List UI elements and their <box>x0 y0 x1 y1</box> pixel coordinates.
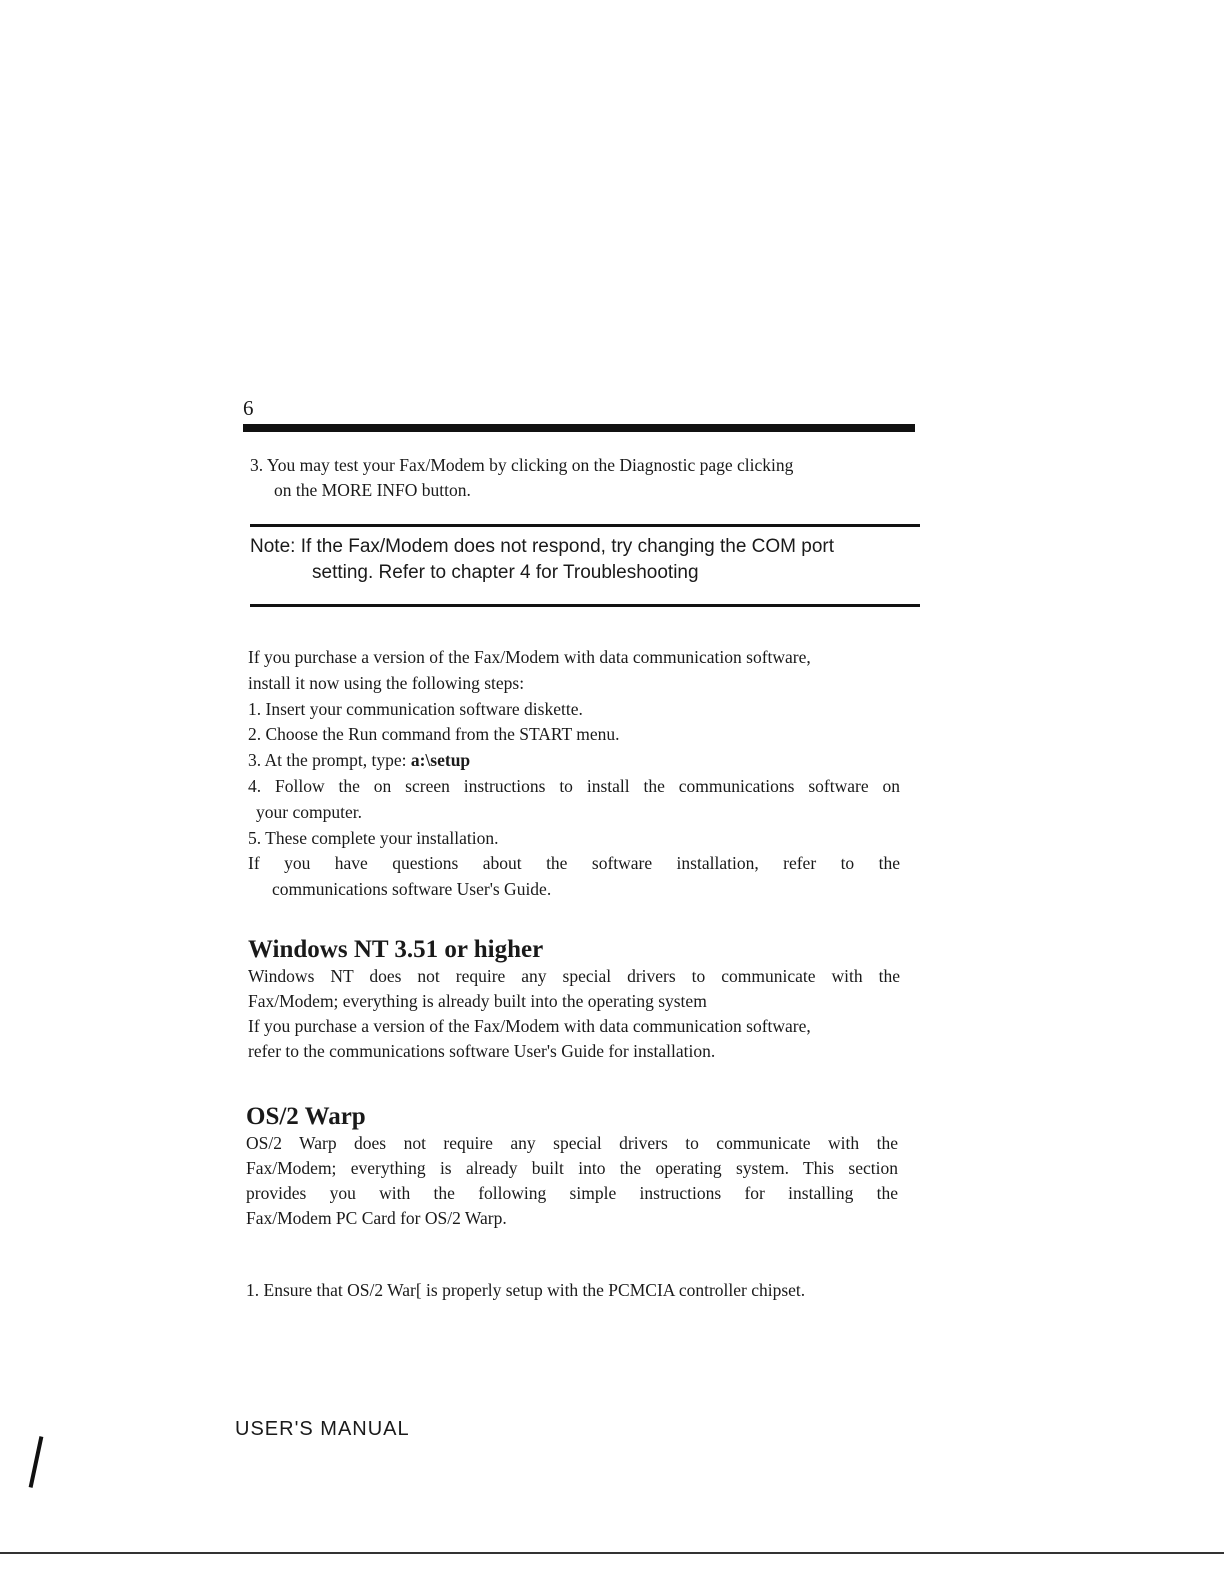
windows-nt-heading: Windows NT 3.51 or higher <box>248 936 544 963</box>
os2-step-1 <box>246 1278 906 1303</box>
os2-line-2: Fax/Modem; everything is already built into the operating system. This section <box>246 1158 898 1178</box>
install-step-4-line-1: 4. Follow the on screen instructions to install the communications software on <box>248 775 900 796</box>
note-line-1: Note: If the Fax/Modem does not respond, try changing the COM port <box>250 536 835 557</box>
install-step-3 <box>248 748 900 774</box>
footer-title: USER'S MANUAL <box>235 1418 410 1440</box>
windows-nt-line-2: Fax/Modem; everything is already built into the operating system <box>248 991 707 1011</box>
header-rule <box>243 424 915 432</box>
windows-nt-section <box>248 936 900 1064</box>
install-outro-1: If you have questions about the software installation, refer to the <box>248 853 900 874</box>
test-step-line-2: on the MORE INFO button. <box>274 480 471 500</box>
install-step-1: 1. Insert your communication software diskette. <box>248 698 583 719</box>
setup-command: a:\setup <box>410 750 471 771</box>
note-line-2: setting. Refer to chapter 4 for Troubleshooting <box>312 562 699 583</box>
install-outro-2: communications software User's Guide. <box>272 879 552 900</box>
install-intro-1: If you purchase a version of the Fax/Modem with data communication software, <box>248 647 811 667</box>
os2-section <box>246 1103 898 1231</box>
scan-bottom-edge <box>0 1552 1224 1554</box>
windows-nt-line-3: If you purchase a version of the Fax/Modem with data communication software, <box>248 1016 811 1036</box>
os2-heading: OS/2 Warp <box>246 1103 366 1130</box>
margin-pen-mark <box>29 1436 44 1488</box>
os2-step-1-text: 1. Ensure that OS/2 War[ is properly setup with the PCMCIA controller chipset. <box>246 1280 806 1300</box>
install-step-4-line-2: your computer. <box>256 801 362 822</box>
note-bottom-rule <box>250 604 920 607</box>
os2-line-1: OS/2 Warp does not require any special drivers to communicate with the <box>246 1133 898 1153</box>
windows-nt-line-4: refer to the communications software User's Guide for installation. <box>248 1041 716 1061</box>
note-top-rule <box>250 524 920 527</box>
note-box <box>250 534 920 586</box>
os2-line-4: Fax/Modem PC Card for OS/2 Warp. <box>246 1208 507 1228</box>
windows-nt-line-1: Windows NT does not require any special drivers to communicate with the <box>248 966 900 986</box>
install-intro-2: install it now using the following steps: <box>248 672 525 693</box>
install-step-5: 5. These complete your installation. <box>248 827 499 848</box>
test-step <box>250 453 910 503</box>
install-steps <box>248 645 900 903</box>
os2-line-3: provides you with the following simple instructions for installing the <box>246 1183 898 1203</box>
install-step-3-text: 3. At the prompt, type: <box>248 750 411 771</box>
page-number: 6 <box>243 396 254 420</box>
install-step-2: 2. Choose the Run command from the START menu. <box>248 724 620 745</box>
test-step-line-1: 3. You may test your Fax/Modem by clicking on the Diagnostic page clicking <box>250 455 794 475</box>
